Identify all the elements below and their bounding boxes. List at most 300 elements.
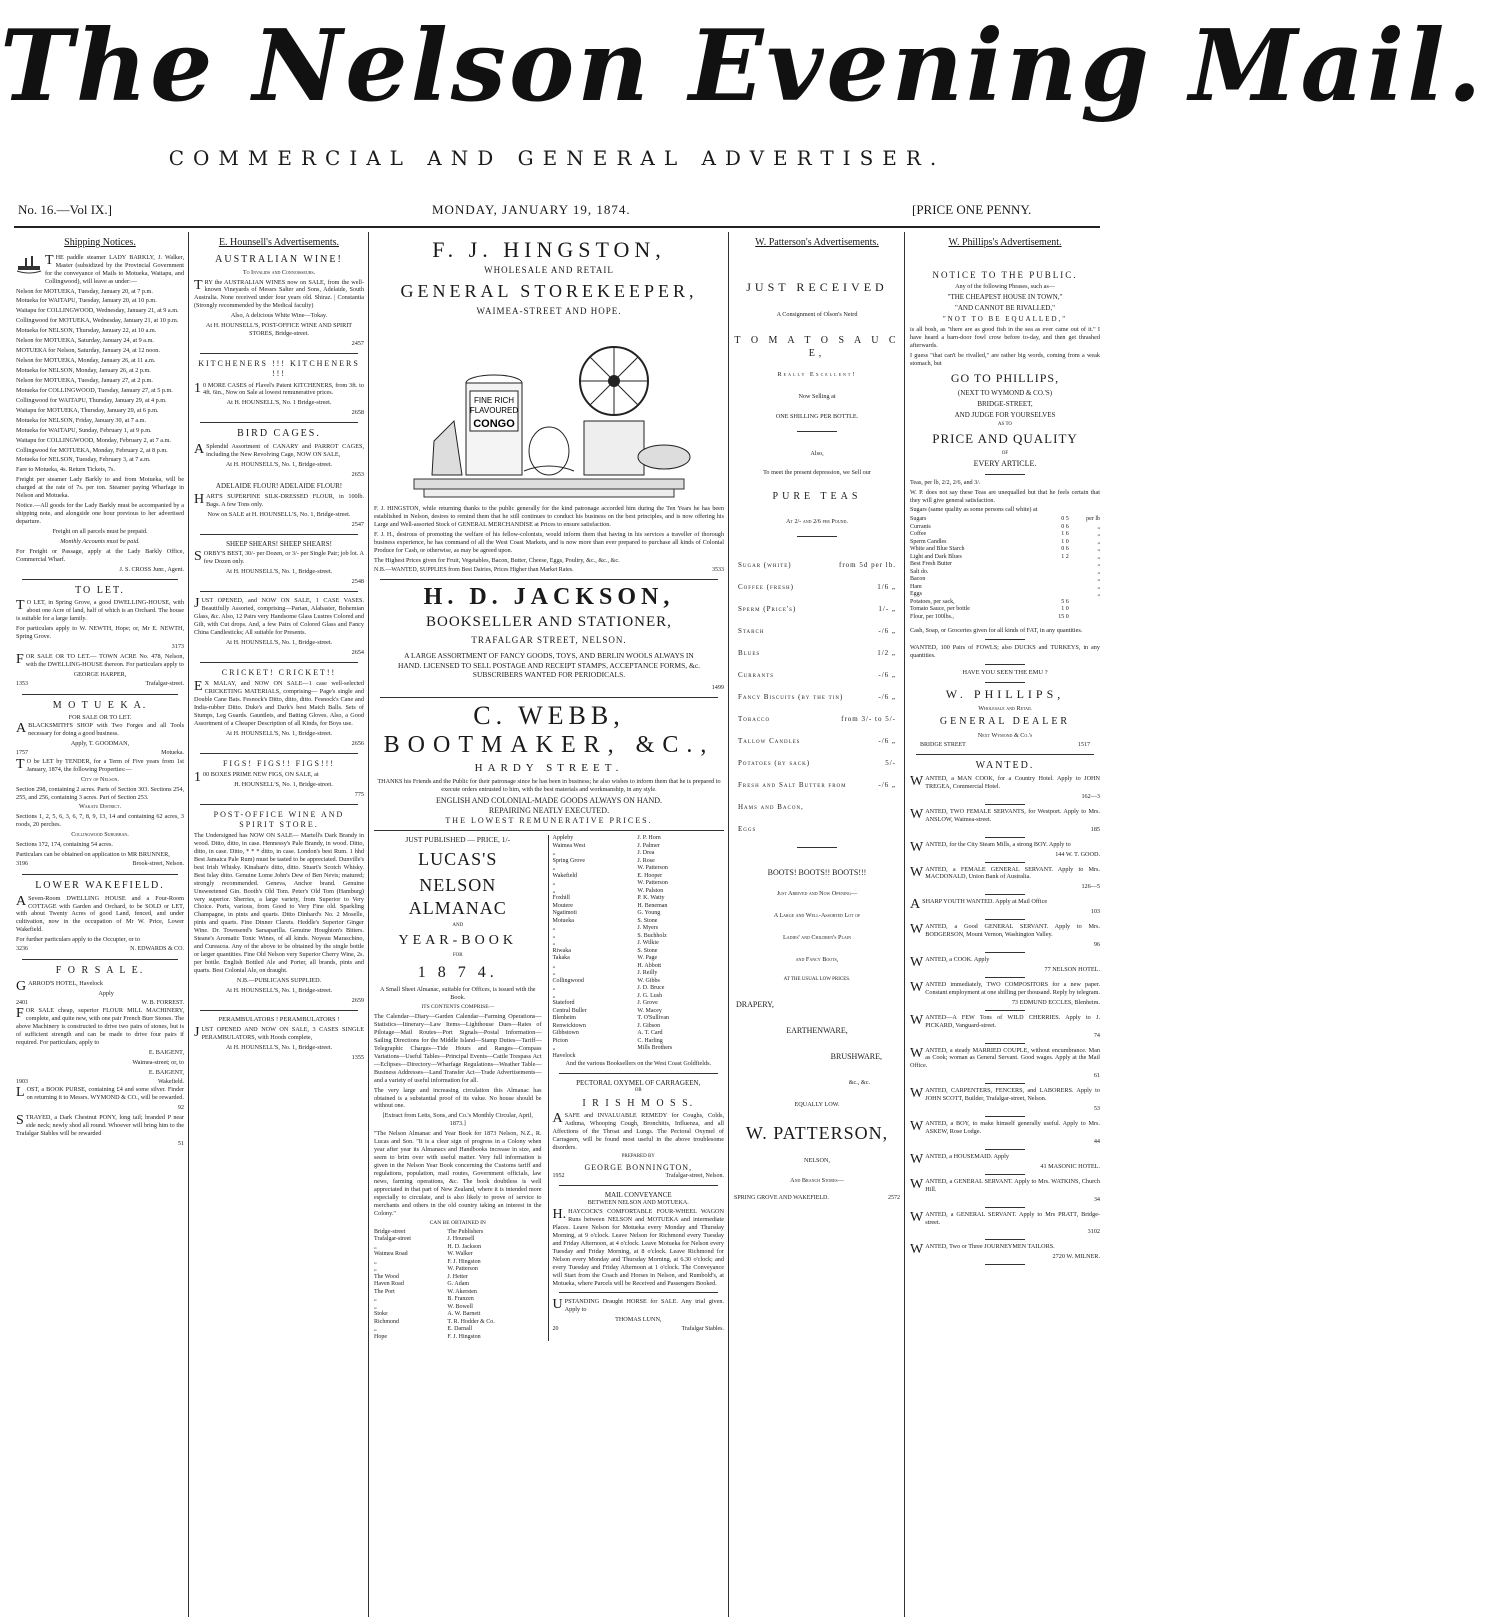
price-item: Tallow Candles (738, 736, 801, 745)
ad-heading: POST-OFFICE WINE AND SPIRIT STORE. (213, 809, 345, 829)
divider (985, 1149, 1025, 1150)
almanac-block (374, 835, 724, 1341)
price-row (910, 516, 1100, 524)
agent-name: J. G. Lush (637, 992, 663, 999)
jackson-body: A LARGE ASSORTMENT OF FANCY GOODS, TOYS, AND BERLIN WOOLS ALWAYS IN HAND. LICENSED TO SELL POSTAGE AND RECEIPT STAMPS, ACCEPTANCE FORMS, &c. SUBSCRIBERS WANTED FOR PERIODICALS. (397, 651, 701, 680)
webb-title: BOOTMAKER, &C., (383, 731, 715, 758)
agent-row (553, 1008, 724, 1016)
price-row (910, 599, 1100, 607)
ad-body: Sugars (same quality as some persons call white) at (910, 506, 1038, 514)
agent-town: „ (374, 1258, 377, 1265)
agent-signature: J. S. CROSS Junr., Agent. (119, 565, 184, 573)
tea-label: CONGO (473, 418, 515, 431)
newspaper-subtitle: COMMERCIAL AND GENERAL ADVERTISER. (168, 146, 946, 170)
ad-body: ONE SHILLING PER BOTTLE. (775, 412, 859, 420)
ad-body: AT THE USUAL LOW PRICES. (783, 977, 851, 983)
divider (985, 474, 1025, 475)
agent-name: J. Wilkie (637, 940, 659, 947)
divider (200, 353, 358, 354)
price-unit: „ (1097, 591, 1100, 598)
webb-address: HARDY STREET. (474, 761, 624, 774)
agent-name: J. Rose (637, 857, 655, 864)
divider (22, 874, 178, 875)
agent-row (553, 963, 724, 971)
ad-footer: 1757 Motueka. (16, 750, 184, 757)
agent-town: „ (374, 1303, 377, 1310)
agent-town: Picton (552, 1037, 568, 1044)
ad-body: A Consignment of Olson's Netrd (776, 311, 858, 319)
agent-row (553, 903, 724, 911)
price-row (910, 576, 1100, 584)
ad-signature: At H. HOUNSELL'S, No. 1, Bridge-street. (225, 460, 333, 468)
ad-heading: BRUSHWARE, (830, 1052, 882, 1062)
ad-number: 73 EDMUND ECCLES, Blenheim. (1011, 998, 1100, 1006)
sailing: Collingwood for MOTUEKA, Wednesday, January 21, at 10 p.m. (16, 317, 179, 325)
issue-price: [PRICE ONE PENNY. (912, 202, 1032, 217)
agent-town: „ (374, 1243, 377, 1250)
divider (985, 1264, 1025, 1265)
agent-name: W. Patterson (637, 880, 668, 887)
agent-name: J. Myers (637, 925, 659, 932)
price-item: Currants (910, 523, 931, 530)
wanted-ad: WANTED, a steady MARRIED COUPLE, without encumbrance. Man as Cook; woman as General Servant. Good wages. Apply at the Mail Office. (910, 1045, 1100, 1070)
divider (985, 682, 1025, 683)
divider (559, 1292, 718, 1293)
ad-body: Just Arrived and Now Opening— (776, 889, 858, 897)
price-row (910, 539, 1100, 547)
price-unit: per lb (1086, 516, 1100, 523)
almanac-title: NELSON ALMANAC (408, 875, 507, 919)
wanted-ad: WANTED—A FEW Tons of WILD CHERRIES. Apply to J. PICKARD, Vanguard-street. (910, 1012, 1100, 1029)
for-sale-ad: FOR SALE OR TO LET.— TOWN ACRE No. 478, Nelson, with the DWELLING-HOUSE thereon. For particulars apply to (16, 652, 184, 669)
wanted-ad: WANTED, a FEMALE GENERAL SERVANT. Apply to Mrs. MACDONALD, Union Bank of Australia. (910, 864, 1100, 881)
price-item: Light and Dark Blues (910, 553, 962, 560)
price-row (738, 759, 896, 768)
agent-name: W. Patterson (637, 865, 668, 872)
agent-town: The Port (374, 1288, 395, 1295)
newspaper-title: The Nelson Evening Mail. (0, 9, 1485, 124)
price-value: -/6 „ (878, 780, 896, 789)
wanted-list (910, 775, 1100, 1265)
column-heading: Shipping Notices. (64, 237, 136, 248)
ad-heading: CRICKET! CRICKET!! (221, 667, 337, 677)
sailing: Nelson for MOTUEKA, Saturday, January 24, at 9 a.m. (16, 337, 154, 345)
ad-body: HAVE YOU SEEN THE EMU ? (962, 669, 1048, 677)
webb-line: REPAIRING NEATLY EXECUTED. (488, 805, 610, 815)
ad-number: 2656 (351, 739, 364, 747)
agent-name: E. Darnall (447, 1326, 473, 1333)
ad-body: WANTED, 100 Pairs of FOWLS; also DUCKS and TURKEYS, in any quantities. (910, 644, 1100, 660)
agent-town: Collingwood (552, 977, 584, 984)
agent-town: Gibbstown (552, 1030, 579, 1037)
ad-signature: At H. HOUNSELL'S, No. 1, Bridge-street. (225, 986, 333, 994)
ad-signature: Apply (98, 989, 114, 997)
almanac-title: LUCAS'S (418, 848, 498, 869)
tender-sections: Sections 1, 2, 5, 6, 3, 6, 7, 8, 9, 13, 14 and containing 62 acres, 3 roods, 20 perches. (16, 813, 184, 829)
wanted-ad: WANTED, TWO FEMALE SERVANTS, for Westport. Apply to Mrs. ANSLOW, Waimea-street. (910, 806, 1100, 823)
price-value: 15 0 (1058, 613, 1069, 620)
divider (985, 862, 1025, 863)
ad-body: 10 MORE CASES of Flavel's Patent KITCHENERS, from 3ft. to 4ft. 6in., Now on Sale at lowest remunerative prices. (194, 380, 364, 397)
divider (797, 431, 837, 432)
agent-row (374, 1274, 542, 1282)
agent-name: J. Drea (637, 850, 655, 857)
price-item: Sugar (white) (738, 561, 792, 570)
divider (985, 894, 1025, 895)
hingston-line: WHOLESALE AND RETAIL (484, 265, 614, 275)
hingston-address: WAIMEA-STREET AND HOPE. (476, 305, 622, 316)
sailing: Motueka for NELSON, Friday, January 30, at 7 a.m. (16, 416, 147, 424)
divider (985, 1043, 1025, 1044)
ad-body: HART'S SUPERFINE SILK-DRESSED FLOUR, in 100lb. Bags. A few Tons only. (194, 491, 364, 508)
almanac-and: AND (452, 923, 464, 929)
agent-row (553, 918, 724, 926)
horse-ad: UPSTANDING Draught HORSE for SALE. Any trial given. Apply to (552, 1297, 724, 1314)
ad-heading: GO TO PHILLIPS, (950, 370, 1060, 385)
price-row (738, 715, 896, 724)
wanted-ad: WANTED, a MAN COOK, for a Country Hotel. Apply to JOHN TREGEA, Commercial Hotel. (910, 774, 1100, 790)
divider (200, 753, 358, 754)
agent-row (553, 873, 724, 881)
agent-name: H. Beneman (637, 902, 668, 909)
agent-town: Stateford (552, 1000, 575, 1007)
agent-name: B. Franzen (447, 1296, 474, 1303)
ad-signature: H. HOUNSELL'S, No. 1, Bridge-street. (234, 780, 333, 788)
divider (797, 536, 837, 537)
agent-town: Ngatimoti (552, 910, 577, 917)
agent-name: W. Bowell (447, 1303, 473, 1310)
almanac-body: The Calendar—Diary—Garden Calendar—Farming Operations—Statistics—Itinerary—Law Items—Lighthouse Dues—Rates of Pilotage—Mail Routes—Port Signals—Postal Information—Sailing Directions for the Middle Island—Stamp Duties—Tariff—Telegraphic Charges—Tide Hours and Ranges—Compass Variations—Useful Tables—Principal Events—Cattle Trespass Act—Eclipses—Directory—Wharfage Regulations—Weather Table—Business Addresses—Land Transfer Act—Trade Advertisements—and a variety of useful information for all. (374, 1013, 542, 1084)
ad-number: 41 MASONIC HOTEL. (1040, 1162, 1100, 1170)
agent-name: W. Gibbs (637, 977, 660, 984)
ad-number: 2548 (351, 578, 364, 586)
price-unit: „ (1097, 523, 1100, 530)
phillips-price-table (910, 516, 1100, 621)
tender-district: Collingwood Suburban. (71, 831, 129, 839)
sailing: Motueka for NELSON, Tuesday, February 3, at 7 a.m. (16, 456, 151, 464)
ad-number: 51 (177, 1140, 184, 1148)
hingston-body: F. J. H., desirous of promoting the welfare of his fellow-colonists, would inform them that having in his services a traveller of thorough business experience, he has command of all the West Coast Markets, and is now more than ever prepared to purchase all kinds of Colonial Produce for Cash, or otherwise, as may be agreed upon. (374, 530, 724, 554)
ad-number: 185 (1090, 825, 1100, 833)
agent-town: „ (552, 887, 556, 894)
column-wide-ads (374, 235, 724, 1615)
ad-signature: At H. HOUNSELL'S, No. 1, Bridge-street. (225, 1043, 333, 1051)
price-value: -/6 „ (878, 670, 896, 679)
divider (200, 804, 358, 805)
to-let-heading: TO LET. (75, 584, 125, 596)
tender-ad: TO be LET by TENDER, for a Term of Five years from 1st January, 1874, the following Properties:— (16, 756, 184, 773)
agent-name: J. P. Horn (637, 835, 661, 842)
ad-body: TRY the AUSTRALIAN WINES now on SALE, from the well-known Vineyards of Messrs Salter and Sons, Adelaide, South Australia. None received under four years old. Shiraz. | Constantia (Strongly recommended by the Medical faculty) (194, 277, 364, 310)
price-row (910, 531, 1100, 539)
price-row (910, 584, 1100, 592)
column-rule (904, 232, 905, 1617)
wanted-ad: WANTED, a GENERAL SERVANT. Apply to Mrs PRATT, Bridge-street. (910, 1209, 1100, 1226)
wanted-ad: WANTED, for the City Steam Mills, a strong BOY. Apply to (910, 839, 1071, 855)
ad-body: Wholesale and Retail (978, 704, 1032, 712)
agent-row (553, 978, 724, 986)
sailing: Collingwood for WAITAPU, Thursday, January 29, at 4 p.m. (16, 396, 167, 404)
price-row (738, 781, 896, 790)
tender-district: City of Nelson. (81, 775, 119, 783)
sailing: Waitapu for COLLINGWOOD, Wednesday, January 21, at 9 a.m. (16, 307, 179, 315)
ad-number: 103 (1090, 908, 1100, 916)
phillips-name: W. PHILLIPS, (945, 686, 1065, 701)
mail-subheading: BETWEEN NELSON AND MOTUEKA. (587, 1200, 689, 1207)
price-unit (1069, 614, 1100, 622)
wanted-ad: ASHARP YOUTH WANTED. Apply at Mail Office (910, 897, 1048, 913)
price-row (738, 649, 896, 658)
agent-row (553, 940, 724, 948)
ad-heading: EARTHENWARE, (786, 1026, 848, 1036)
agent-town: Waimea West (552, 842, 586, 849)
divider (985, 1207, 1025, 1208)
price-item: Tobacco (738, 714, 771, 723)
divider (22, 579, 178, 580)
tender-sections: Section 298, containing 2 acres. Parts of Section 303. Sections 254, 255, and 256, containing 3 acres. Part of Section 253. (16, 785, 184, 801)
house-ad: ASeven-Room DWELLING HOUSE and a Four-Room COTTAGE with Garden and Orchard, to be SOLD or LET, with about Twenty Acres of good Land, fenced, and under cultivation, now in the occupation of Mr W. Price, Lower Wakefield. (16, 893, 184, 934)
oxymel-body: ASAFE and INVALUABLE REMEDY for Coughs, Colds, Asthma, Whooping Cough, Bronchitis, Influenza, and all Affections of the Throat and Lungs. The Pectoral Oxymel of Carrageen, will be found most useful in the above troublesome disorders. (552, 1111, 724, 1152)
webb-name: C. WEBB, (473, 700, 625, 730)
price-item: Starch (738, 626, 765, 635)
agent-row (553, 1023, 724, 1031)
agent-town: Riwaka (552, 947, 571, 954)
divider (200, 591, 358, 592)
divider (985, 639, 1025, 640)
agent-name: G. Adam (447, 1281, 470, 1288)
agent-row (553, 1030, 724, 1038)
price-item: Potatoes, per sack, (910, 598, 955, 605)
price-value: 0 5 (1061, 516, 1069, 523)
ad-signature: THOMAS LUNN, (615, 1316, 662, 1324)
almanac-subtitle: YEAR-BOOK (398, 933, 517, 949)
agent-row (553, 1000, 724, 1008)
price-unit: „ (1097, 546, 1100, 553)
agent-name: S. Stone (637, 947, 658, 954)
column-patterson (734, 235, 900, 1615)
ad-body: EQUALLY LOW. (794, 1100, 840, 1108)
agent-row (374, 1289, 542, 1297)
ad-heading: FIGS! FIGS!! FIGS!!! (222, 758, 335, 768)
ad-heading: NOTICE TO THE PUBLIC. (932, 269, 1078, 280)
ad-number: 96 (1093, 941, 1100, 949)
ad-heading: PURE TEAS (772, 491, 862, 503)
divider (559, 1185, 718, 1186)
sailing: Motueka for NELSON, Monday, January 26, at 2 p.m. (16, 367, 151, 375)
price-row (738, 627, 896, 636)
price-value: 1 6 (1061, 531, 1069, 538)
storekeeper-illustration (374, 321, 724, 501)
agent-row (553, 910, 724, 918)
agent-name: W. Page (637, 955, 658, 962)
divider (22, 694, 178, 695)
divider (985, 1239, 1025, 1240)
ad-body: W. P. does not say these Teas are unequalled but that he feels certain that they will give general satisfaction. (910, 488, 1100, 504)
sailing: Motueka for COLLINGWOOD, Tuesday, January 27, at 5 p.m. (16, 386, 173, 394)
column-heading: W. Phillips's Advertisement. (948, 237, 1062, 248)
agent-row (553, 865, 724, 873)
freight: Freight per steamer Lady Barkly to and from Motueka, will be charged at the rate of 7s. per ton. Steamer paying Wharfage in Nelson and Motueka. (16, 476, 184, 500)
price-row (910, 561, 1100, 569)
column-heading: W. Patterson's Advertisements. (755, 237, 879, 248)
column-phillips (910, 235, 1100, 1615)
agent-town: Trafalgar-street (374, 1236, 411, 1243)
agent-town: Blenheim (552, 1015, 576, 1022)
price-item: Fancy Biscuits (by the tin) (738, 692, 844, 701)
ad-footer: SPRING GROVE AND WAKEFIELD. 2572 (734, 1195, 900, 1202)
ad-body: Now Selling at (798, 392, 836, 400)
almanac-body: And the various Booksellers on the West Coast Goldfields. (565, 1060, 712, 1068)
divider (985, 919, 1025, 920)
ad-number: 2547 (351, 520, 364, 528)
motueka-subheading: FOR SALE OR TO LET. (68, 714, 132, 722)
strayed-ad: STRAYED, a Dark Chestnut PONY, long tail; branded P near side neck; newly shod all round. Whoever will bring him to the Trafalgar Stables will be rewarded (16, 1113, 184, 1138)
ad-number: 775 (354, 790, 364, 798)
blacksmith-ad: ABLACKSMITH'S SHOP with Two Forges and all Tools necessary for doing a good business. (16, 721, 184, 738)
ad-body: EVERY ARTICLE. (973, 459, 1037, 469)
divider (985, 837, 1025, 838)
agent-town: Renwicktown (552, 1022, 586, 1029)
price-value: 1 0 (1061, 538, 1069, 545)
price-value: -/6 „ (878, 626, 896, 635)
ad-signature: E. BAIGENT, (148, 1048, 184, 1056)
price-item: Sperm Candles (910, 538, 947, 545)
agent-name (637, 1053, 724, 1061)
wanted-ad: WANTED, a COOK. Apply (910, 955, 990, 971)
motueka-heading: M O T U E K A. (52, 699, 148, 711)
agent-town: „ (552, 865, 556, 872)
ad-body: JUST OPENED AND NOW ON SALE, 3 CASES SINGLE PERAMBULATORS, with Hoods complete, (194, 1025, 364, 1041)
ad-signature: Waimea-street; or, to (132, 1058, 184, 1066)
ad-heading: BOOTS! BOOTS!! BOOTS!!! (767, 867, 867, 877)
ad-signature: At H. HOUNSELL'S, No. 1 Bridge-street. (226, 399, 332, 407)
agent-town: Spring Grove (552, 857, 586, 864)
ad-footer: N.B.—WANTED, SUPPLIES from Best Dairies, Prices Higher than Market Rates. 3533 (374, 566, 724, 573)
price-item: Currants (738, 670, 775, 679)
notice: Notice.—All goods for the Lady Barkly must be accompanied by a shipping note, and alongside one hour previous to her advertised departure. (16, 502, 184, 526)
oxymel-heading: I R I S H M O S S. (582, 1097, 695, 1109)
agent-town: Foxhill (552, 895, 570, 902)
price-value: 0 6 (1061, 523, 1069, 530)
ad-number: 53 (1093, 1105, 1100, 1113)
prepared-by: PREPARED BY (621, 1154, 655, 1160)
fare: Fare to Motueka, 4s. Return Tickets, 7s. (16, 466, 115, 474)
wanted-ad: WANTED, a HOUSEMAID. Apply (910, 1151, 1009, 1167)
agent-town: The Wood (374, 1273, 399, 1280)
ad-body: Teas, per lb, 2/2, 2/6, and 3/. (910, 478, 981, 486)
agent-name: Mills Brothers (637, 1045, 673, 1052)
column-rule (188, 232, 189, 1617)
price-row (738, 803, 896, 812)
agent-row (553, 835, 724, 843)
agent-row (553, 1045, 724, 1053)
ad-body: JUST OPENED, and NOW ON SALE, 1 CASE VASES. Beautifully Assorted, comprising—Parian, Alabaster, Bohemian Glass, &c. Also, 12 Pairs very Handsome Glass Lustres Colored and Gilt, with Cut drops. And, a few Pairs of Colored Glass and Fancy China Candlesticks; All suitable for Presents. (194, 596, 364, 636)
ad-number: 3173 (171, 643, 184, 651)
almanac-price: JUST PUBLISHED — PRICE, 1/- (405, 835, 511, 845)
ad-body: BRIDGE-STREET, (977, 400, 1033, 409)
price-value: 1 0 (1061, 606, 1069, 613)
price-row (910, 524, 1100, 532)
price-item: Coffee (910, 531, 927, 538)
divider (985, 1083, 1025, 1084)
column-heading: E. Hounsell's Advertisements. (218, 237, 340, 248)
passage: For Freight or Passage, apply at the Lady Barkly Office, Commercial Wharf. (16, 547, 184, 563)
ad-body: Ladies' and Children's Plain (783, 933, 851, 941)
price-list (734, 561, 900, 833)
agent-town: „ (374, 1296, 377, 1303)
ad-heading: PERAMBULATORS ! PERAMBULATORS ! (218, 1015, 340, 1023)
agent-town: „ (374, 1326, 377, 1333)
to-let-ad: TO LET, in Spring Grove, a good DWELLING-HOUSE, with about one Acre of land, half of which is an Orchard. The house is suitable for a large family. (16, 598, 184, 623)
column-shipping (16, 235, 184, 1615)
price-unit: „ (1097, 561, 1100, 568)
almanac-right (548, 835, 724, 1341)
price-item: Blues (738, 648, 761, 657)
tender-district: Wakatu District. (78, 803, 122, 811)
price-unit: „ (1097, 553, 1100, 560)
ad-number: 144 W. T. GOOD. (1055, 850, 1100, 858)
ad-phrase: "AND CANNOT BE RIVALLED," (955, 304, 1055, 313)
agent-row (374, 1311, 542, 1319)
divider (985, 952, 1025, 953)
agent-name: J. D. Bruce (637, 985, 665, 992)
column-rule (728, 232, 729, 1617)
agent-town: Wakefield (552, 872, 578, 879)
agent-town: „ (552, 970, 556, 977)
ad-signature: At H. HOUNSELL'S, No. 1, Bridge-street. (225, 729, 333, 737)
divider (380, 579, 718, 580)
ad-body: EX MALAY, and NOW ON SALE—1 case well-selected CRICKETING MATERIALS, comprising— Page's single and Double Cane Bats. Fesnock's Ditto, ditto, ditto. Fesnock's Cane and India-rubber Ditto. Duke's and Dark's best Match Balls. Sets of Stumps, Leg Guards. Gauntlets, and Batting Gloves. Also, a Good Assortment of a Cheaper Description of all Kinds, for Boys use. (194, 679, 364, 727)
almanac-body: CAN BE OBTAINED IN (429, 1219, 486, 1226)
agent-name: A. W. Barnett (447, 1311, 481, 1318)
agent-name: S. Stone (637, 917, 658, 924)
agent-town: Waimea Road (374, 1251, 408, 1258)
wanted-ad: WANTED, a Good GENERAL SERVANT. Apply to Mrs. BODGERSON, Mount Vernon, Washington Valley. (910, 922, 1100, 939)
patterson-name: W. PATTERSON, (745, 1123, 889, 1144)
agent-town: „ (552, 880, 556, 887)
price-value: -/6 „ (878, 736, 896, 745)
agents-table (553, 835, 724, 1060)
sailing: Nelson for MOTUEKA, Tuesday, January 27, at 2 p.m. (16, 376, 153, 384)
agent-row (553, 1015, 724, 1023)
ad-signature: E. BAIGENT, (148, 1068, 184, 1076)
jackson-title: BOOKSELLER AND STATIONER, (426, 614, 672, 631)
ad-body: AS TO (997, 422, 1013, 428)
agent-town: „ (552, 932, 556, 939)
agent-town: Stoke (374, 1311, 388, 1318)
issue-date: MONDAY, JANUARY 19, 1874. (432, 202, 631, 217)
price-row (910, 606, 1100, 614)
price-item: Best Fresh Butter (910, 561, 952, 568)
agent-row (553, 955, 724, 963)
divider (200, 662, 358, 663)
masthead (0, 0, 1485, 217)
house-contact: For further particulars apply to the Occupier, or to (16, 936, 140, 944)
price-value (1045, 584, 1069, 592)
price-value: 1/- „ (878, 605, 896, 614)
agent-town: „ (552, 1045, 556, 1052)
agent-town: Central Buller (552, 1007, 587, 1014)
agent-name: J. Gibson (637, 1022, 661, 1029)
wanted-heading: WANTED. (975, 760, 1035, 772)
ad-signature: Apply, T. GOODMAN, (70, 740, 130, 748)
price-item: White and Blue Starch (910, 546, 965, 553)
ad-heading: KITCHENERS !!! KITCHENERS !!! (198, 359, 360, 379)
ad-number: 162—3 (1081, 792, 1100, 800)
ad-body: I guess "that can't be rivalled," are rather big words, coming from a weak stomach, but (910, 351, 1100, 367)
agent-town: Havelock (552, 1052, 576, 1059)
ad-body: Any of the following Phrases, such as— (955, 283, 1055, 291)
